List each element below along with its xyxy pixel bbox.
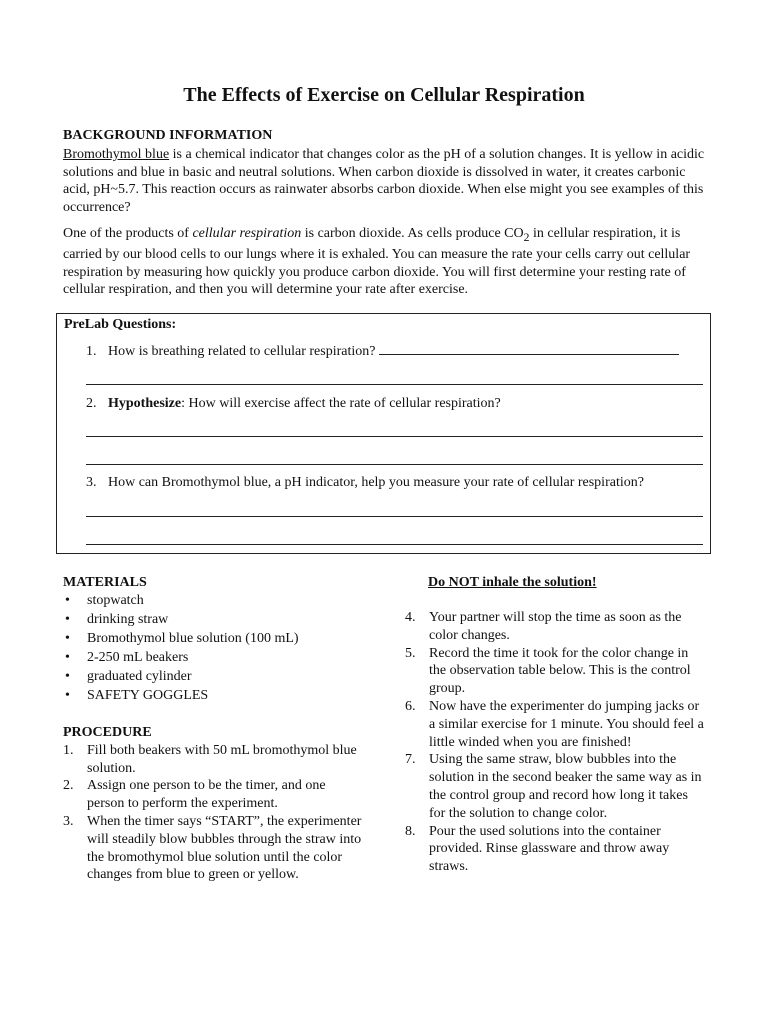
procedure-step	[63, 777, 363, 813]
prelab-box	[56, 313, 711, 554]
q3-text: How can Bromothymol blue, a pH indicator, help you measure your rate of cellular respiration?	[108, 475, 644, 490]
procedure-step	[63, 813, 363, 884]
materials-item: • SAFETY GOGGLES	[63, 687, 363, 706]
procedure-step	[405, 823, 705, 876]
q3-answer-line-1[interactable]	[86, 516, 703, 517]
step-text: Using the same straw, blow bubbles into the solution in the second beaker the same way as in the control group and record how long it takes for the solution to change color.	[429, 752, 702, 821]
step-text: Assign one person to be the timer, and one person to perform the experiment.	[87, 778, 326, 812]
p2-text-a: One of the products of	[63, 226, 193, 241]
procedure-steps-left	[63, 742, 363, 884]
step-text: Record the time it took for the color change in the observation table below. This is the control group.	[429, 645, 691, 697]
step-number: 6.	[405, 698, 416, 714]
q1-answer-line[interactable]	[86, 384, 703, 385]
step-text: Pour the used solutions into the container provided. Rinse glassware and throw away straws.	[429, 823, 670, 875]
p2-emphasis: cellular respiration	[192, 226, 302, 241]
p2-subscript: 2	[523, 230, 530, 244]
materials-list	[63, 592, 363, 706]
step-text: When the timer says “START”, the experimenter will steadily blow bubbles through the straw into the bromothymol blue solution until the color changes from blue to green or yellow.	[87, 813, 362, 883]
q1-text: How is breathing related to cellular respiration?	[108, 344, 376, 359]
procedure-right-column	[405, 609, 705, 876]
p2-text-c: in cellular respiration, it is carried by our blood cells to our lungs where it is exhaled. You can measure the rate your cells carry out cellular respiration by measuring how quickly you produce carbon dioxide. You will first determine your resting rate of cellular respiration, and then you will determine your rate after exercise.	[63, 226, 691, 298]
step-text: Now have the experimenter do jumping jacks or a similar exercise for 1 minute. You should feel a little winded when you are finished!	[429, 698, 704, 750]
procedure-step	[405, 751, 705, 822]
materials-item: • stopwatch	[63, 592, 363, 611]
materials-item: • graduated cylinder	[63, 668, 363, 687]
procedure-heading: PROCEDURE	[63, 725, 152, 740]
prelab-question-3	[86, 475, 644, 491]
prelab-heading: PreLab Questions:	[64, 317, 177, 332]
procedure-step	[405, 698, 705, 751]
q2-bold-label: Hypothesize	[108, 396, 182, 411]
step-number: 8.	[405, 823, 416, 839]
step-number: 4.	[405, 610, 416, 625]
background-heading: BACKGROUND INFORMATION	[63, 128, 273, 143]
warning-text: Do NOT inhale the solution!	[428, 575, 597, 590]
q1-answer-line-inline[interactable]	[379, 342, 679, 355]
q2-number: 2.	[86, 396, 97, 411]
q3-number: 3.	[86, 475, 97, 490]
procedure-step	[405, 609, 705, 645]
materials-heading: MATERIALS	[63, 575, 147, 590]
page-title: The Effects of Exercise on Cellular Respiration	[183, 84, 585, 106]
procedure-step	[63, 742, 363, 778]
q2-answer-line-2[interactable]	[86, 464, 703, 465]
bromothymol-term: Bromothymol blue	[63, 147, 170, 162]
q3-answer-line-2[interactable]	[86, 544, 703, 545]
p2-text-b: is carbon dioxide. As cells produce CO	[301, 226, 524, 241]
background-paragraph-2	[63, 225, 713, 299]
step-number: 2.	[63, 778, 74, 794]
materials-item: • 2-250 mL beakers	[63, 649, 363, 668]
step-number: 5.	[405, 645, 416, 661]
q2-answer-line-1[interactable]	[86, 436, 703, 437]
prelab-question-2	[86, 396, 501, 412]
step-number: 1.	[63, 742, 74, 758]
procedure-steps-right	[405, 609, 705, 876]
materials-section	[63, 574, 363, 706]
step-number: 7.	[405, 752, 416, 768]
q2-text: : How will exercise affect the rate of cellular respiration?	[181, 396, 501, 411]
background-p1-text: is a chemical indicator that changes color as the pH of a solution changes. It is yellow in acidic solutions and blue in basic and neutral solutions. When carbon dioxide is dissolved in water, it creates carbonic acid, pH~5.7. This reaction occurs as rainwater absorbs carbon dioxide. When else might you see examples of this occurrence?	[63, 147, 705, 215]
materials-item: • Bromothymol blue solution (100 mL)	[63, 630, 363, 649]
step-number: 3.	[63, 813, 74, 829]
step-text: Your partner will stop the time as soon as the color changes.	[429, 610, 682, 643]
procedure-step	[405, 645, 705, 698]
q1-number: 1.	[86, 344, 97, 359]
background-paragraph-1	[63, 146, 713, 216]
prelab-question-1	[86, 342, 679, 360]
materials-item: • drinking straw	[63, 611, 363, 630]
procedure-section	[63, 724, 363, 884]
step-text: Fill both beakers with 50 mL bromothymol blue solution.	[87, 742, 357, 776]
